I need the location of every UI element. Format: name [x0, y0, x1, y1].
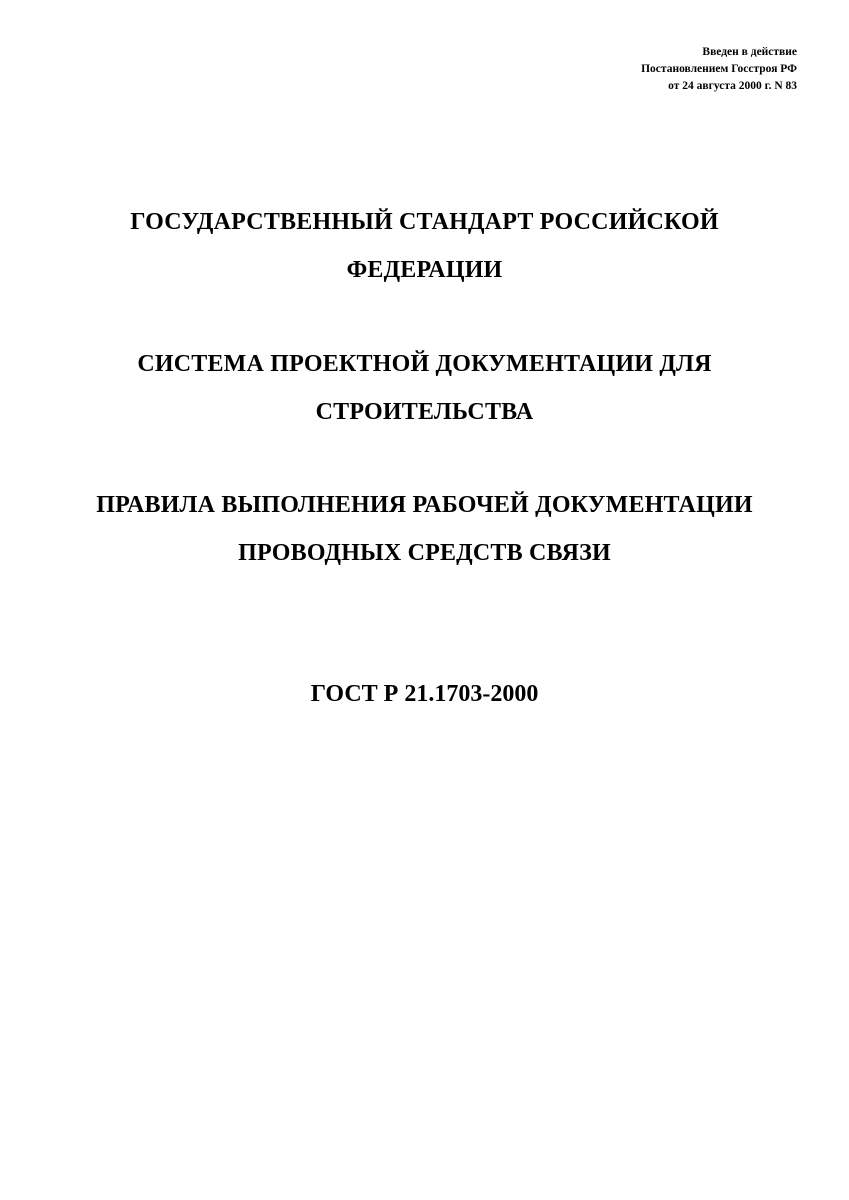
rules-title-line: ПРАВИЛА ВЫПОЛНЕНИЯ РАБОЧЕЙ ДОКУМЕНТАЦИИ	[96, 492, 753, 518]
standard-title	[0, 198, 849, 294]
rules-title	[0, 481, 849, 577]
rules-title-line: ПРОВОДНЫХ СРЕДСТВ СВЯЗИ	[238, 540, 611, 566]
system-title	[0, 340, 849, 436]
system-title-line: СТРОИТЕЛЬСТВА	[315, 399, 534, 425]
standard-designation: ГОСТ Р 21.1703-2000	[310, 681, 539, 707]
system-title-line: СИСТЕМА ПРОЕКТНОЙ ДОКУМЕНТАЦИИ ДЛЯ	[137, 351, 712, 377]
standard-title-line: ГОСУДАРСТВЕННЫЙ СТАНДАРТ РОССИЙСКОЙ	[130, 209, 719, 235]
enactment-note-line: Постановлением Госстроя РФ	[641, 63, 797, 75]
enactment-note-line: от 24 августа 2000 г. N 83	[668, 80, 797, 92]
standard-title-line: ФЕДЕРАЦИИ	[346, 257, 503, 283]
enactment-note	[497, 44, 797, 95]
enactment-note-line: Введен в действие	[702, 46, 797, 58]
